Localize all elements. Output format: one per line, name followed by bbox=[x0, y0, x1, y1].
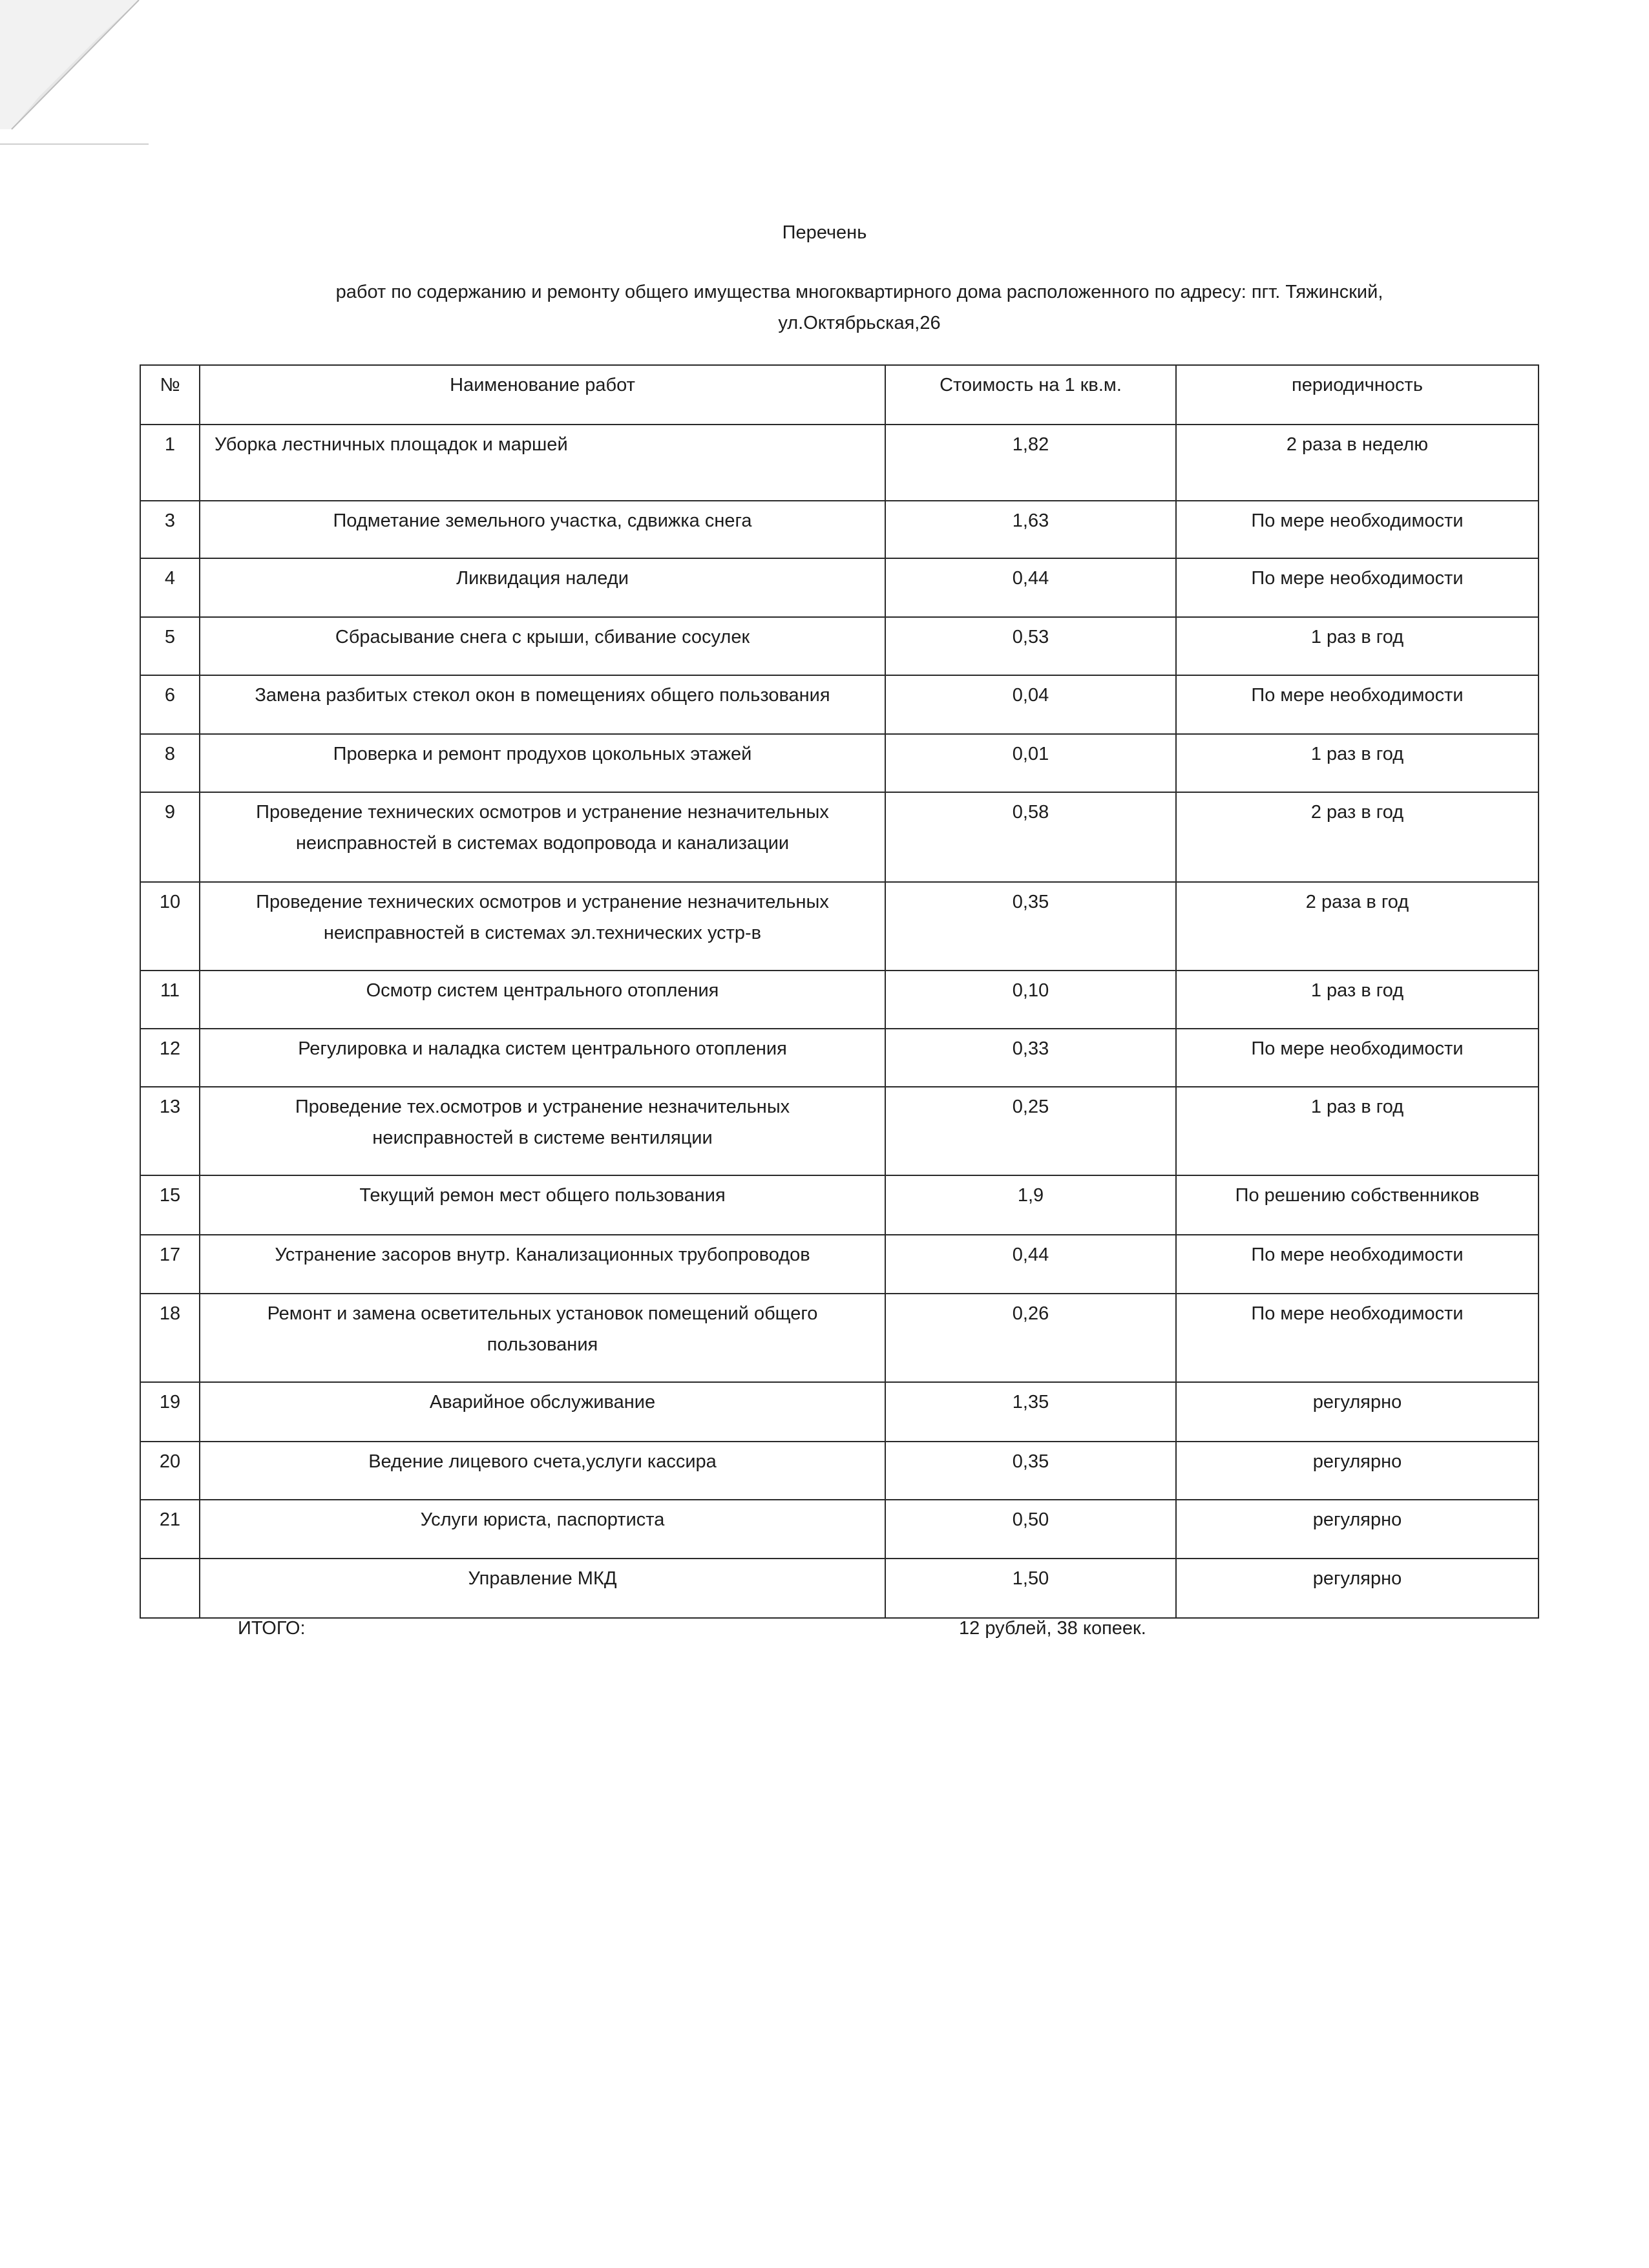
row-period: регулярно bbox=[1176, 1559, 1539, 1618]
row-name: Текущий ремон мест общего пользования bbox=[200, 1175, 885, 1235]
row-cost: 0,01 bbox=[885, 734, 1176, 792]
row-cost: 1,50 bbox=[885, 1559, 1176, 1618]
row-name bbox=[200, 1294, 885, 1382]
row-period: 2 раз в год bbox=[1176, 792, 1539, 882]
row-name: Осмотр систем центрального отопления bbox=[200, 971, 885, 1029]
row-name: Устранение засоров внутр. Канализационных трубопроводов bbox=[200, 1235, 885, 1294]
row-period: По мере необходимости bbox=[1176, 1294, 1539, 1382]
table-row bbox=[140, 617, 1539, 675]
row-period: По мере необходимости bbox=[1176, 558, 1539, 617]
table-row bbox=[140, 882, 1539, 971]
row-num: 19 bbox=[140, 1382, 200, 1442]
document-title: Перечень bbox=[782, 222, 867, 243]
row-period: 1 раз в год bbox=[1176, 617, 1539, 675]
row-period: 2 раза в год bbox=[1176, 882, 1539, 971]
row-num: 15 bbox=[140, 1175, 200, 1235]
row-period: По решению собственников bbox=[1176, 1175, 1539, 1235]
subtitle-line-2: ул.Октябрьская,26 bbox=[778, 313, 941, 333]
table-header-row bbox=[140, 365, 1539, 425]
row-num: 3 bbox=[140, 501, 200, 558]
row-name-line-2: неисправностей в системах водопровода и канализации bbox=[295, 833, 790, 854]
row-cost: 1,9 bbox=[885, 1175, 1176, 1235]
row-period: регулярно bbox=[1176, 1382, 1539, 1442]
row-name bbox=[200, 882, 885, 971]
table-row bbox=[140, 971, 1539, 1029]
row-name: Сбрасывание снега с крыши, сбивание сосулек bbox=[200, 617, 885, 675]
table-row bbox=[140, 1500, 1539, 1559]
table-row bbox=[140, 425, 1539, 501]
row-cost: 0,04 bbox=[885, 675, 1176, 734]
header-num: № bbox=[140, 365, 200, 425]
row-cost: 0,26 bbox=[885, 1294, 1176, 1382]
row-period: 1 раз в год bbox=[1176, 1087, 1539, 1175]
row-name: Замена разбитых стекол окон в помещениях общего пользования bbox=[200, 675, 885, 734]
table-row bbox=[140, 675, 1539, 734]
table-row bbox=[140, 1559, 1539, 1618]
row-period: регулярно bbox=[1176, 1500, 1539, 1559]
row-cost: 0,58 bbox=[885, 792, 1176, 882]
row-name-line-2: неисправностей в системах эл.технических устр-в bbox=[323, 923, 762, 943]
row-period: По мере необходимости bbox=[1176, 501, 1539, 558]
row-name: Подметание земельного участка, сдвижка снега bbox=[200, 501, 885, 558]
row-num: 20 bbox=[140, 1442, 200, 1500]
row-period: регулярно bbox=[1176, 1442, 1539, 1500]
row-cost: 0,53 bbox=[885, 617, 1176, 675]
row-num: 13 bbox=[140, 1087, 200, 1175]
row-cost: 1,63 bbox=[885, 501, 1176, 558]
row-cost: 0,10 bbox=[885, 971, 1176, 1029]
row-period: По мере необходимости bbox=[1176, 1235, 1539, 1294]
row-name: Ликвидация наледи bbox=[200, 558, 885, 617]
header-period: периодичность bbox=[1176, 365, 1539, 425]
row-num: 9 bbox=[140, 792, 200, 882]
row-name-line-1: Проведение технических осмотров и устранение незначительных bbox=[256, 802, 829, 823]
row-num: 4 bbox=[140, 558, 200, 617]
row-name-line-1: Проведение тех.осмотров и устранение незначительных bbox=[295, 1097, 790, 1117]
row-name-line-2: неисправностей в системе вентиляции bbox=[372, 1128, 713, 1148]
row-cost: 0,44 bbox=[885, 558, 1176, 617]
row-name bbox=[200, 792, 885, 882]
row-name: Уборка лестничных площадок и маршей bbox=[200, 425, 885, 501]
row-name: Управление МКД bbox=[200, 1559, 885, 1618]
row-num: 17 bbox=[140, 1235, 200, 1294]
table-row bbox=[140, 792, 1539, 882]
row-num: 11 bbox=[140, 971, 200, 1029]
header-cost: Стоимость на 1 кв.м. bbox=[885, 365, 1176, 425]
row-cost: 0,25 bbox=[885, 1087, 1176, 1175]
document-subtitle bbox=[271, 277, 1447, 339]
row-period: 1 раз в год bbox=[1176, 971, 1539, 1029]
page-fold-corner bbox=[0, 0, 149, 149]
row-name-line-1: Проведение технических осмотров и устранение незначительных bbox=[256, 892, 829, 912]
table-row bbox=[140, 1442, 1539, 1500]
table-row bbox=[140, 1029, 1539, 1087]
row-num: 5 bbox=[140, 617, 200, 675]
total-label: ИТОГО: bbox=[238, 1618, 306, 1639]
row-num: 12 bbox=[140, 1029, 200, 1087]
row-period: 1 раз в год bbox=[1176, 734, 1539, 792]
header-name: Наименование работ bbox=[200, 365, 885, 425]
row-num: 1 bbox=[140, 425, 200, 501]
row-period: По мере необходимости bbox=[1176, 675, 1539, 734]
table-row bbox=[140, 1294, 1539, 1382]
row-num: 21 bbox=[140, 1500, 200, 1559]
works-table bbox=[140, 364, 1539, 1619]
row-num: 18 bbox=[140, 1294, 200, 1382]
table-row bbox=[140, 1175, 1539, 1235]
subtitle-line-1: работ по содержанию и ремонту общего имущества многоквартирного дома расположенного по адресу: пгт. Тяжинский, bbox=[335, 282, 1383, 302]
row-name: Аварийное обслуживание bbox=[200, 1382, 885, 1442]
row-name bbox=[200, 1087, 885, 1175]
row-name: Услуги юриста, паспортиста bbox=[200, 1500, 885, 1559]
total-value: 12 рублей, 38 копеек. bbox=[959, 1618, 1146, 1639]
row-cost: 0,35 bbox=[885, 882, 1176, 971]
table-row bbox=[140, 1087, 1539, 1175]
row-cost: 1,35 bbox=[885, 1382, 1176, 1442]
row-num: 6 bbox=[140, 675, 200, 734]
row-cost: 0,35 bbox=[885, 1442, 1176, 1500]
row-cost: 1,82 bbox=[885, 425, 1176, 501]
table-row bbox=[140, 558, 1539, 617]
row-cost: 0,33 bbox=[885, 1029, 1176, 1087]
row-name: Ведение лицевого счета,услуги кассира bbox=[200, 1442, 885, 1500]
row-num bbox=[140, 1559, 200, 1618]
row-name: Проверка и ремонт продухов цокольных этажей bbox=[200, 734, 885, 792]
table-row bbox=[140, 734, 1539, 792]
row-name: Регулировка и наладка систем центрального отопления bbox=[200, 1029, 885, 1087]
row-period: 2 раза в неделю bbox=[1176, 425, 1539, 501]
table-row bbox=[140, 1382, 1539, 1442]
row-num: 10 bbox=[140, 882, 200, 971]
row-period: По мере необходимости bbox=[1176, 1029, 1539, 1087]
row-num: 8 bbox=[140, 734, 200, 792]
row-name-line-1: Ремонт и замена осветительных установок помещений общего bbox=[267, 1303, 818, 1324]
scan-edge-mark bbox=[0, 143, 149, 145]
table-row bbox=[140, 501, 1539, 558]
row-cost: 0,50 bbox=[885, 1500, 1176, 1559]
row-cost: 0,44 bbox=[885, 1235, 1176, 1294]
table-row bbox=[140, 1235, 1539, 1294]
row-name-line-2: пользования bbox=[487, 1334, 598, 1355]
